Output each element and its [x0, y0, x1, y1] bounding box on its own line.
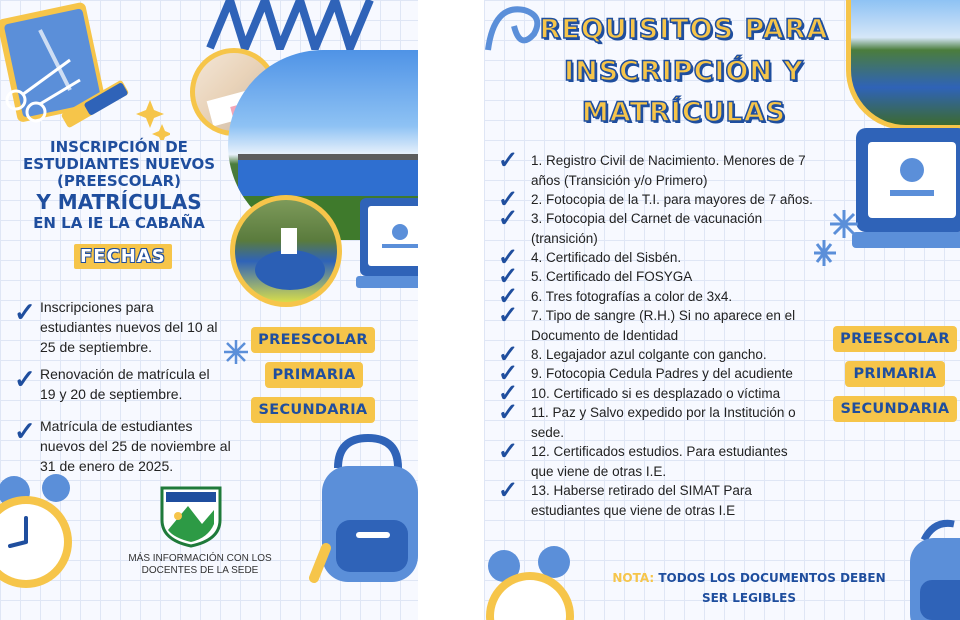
title-line-1: INSCRIPCIÓN DE — [50, 138, 188, 156]
requirement-item — [498, 477, 838, 520]
zigzag-decoration — [200, 0, 418, 50]
requirements-title-line-3: MATRÍCULAS — [581, 97, 787, 128]
title-line-5: EN LA IE LA CABAÑA — [33, 214, 205, 232]
requirement-text-line: 11. Paz y Salvo expedido por la Institución o — [531, 405, 796, 420]
date-text-line: 19 y 20 de septiembre. — [40, 386, 183, 402]
flyer-inscripcion — [0, 0, 418, 620]
check-icon: ✓ — [498, 477, 519, 504]
requirement-item — [498, 380, 838, 407]
requirement-item — [498, 283, 838, 310]
more-info-line: DOCENTES DE LA SEDE — [141, 565, 259, 576]
date-text-line: Inscripciones para — [40, 299, 154, 315]
more-info-text — [116, 553, 284, 577]
date-item — [14, 364, 254, 404]
more-info-line: MÁS INFORMACIÓN CON LOS — [128, 553, 272, 564]
nota-text — [604, 568, 894, 608]
laptop-icon — [852, 120, 960, 260]
check-icon: ✓ — [498, 302, 519, 329]
date-item — [14, 297, 254, 357]
date-text-line: nuevos del 25 de noviembre al — [40, 438, 231, 454]
requirement-text-line: 4. Certificado del Sisbén. — [531, 250, 682, 265]
check-icon: ✓ — [498, 399, 519, 426]
check-icon: ✓ — [14, 297, 36, 327]
requirement-item — [498, 360, 838, 387]
check-icon: ✓ — [14, 364, 36, 394]
laptop-icon — [356, 190, 418, 300]
requirement-text-line: 8. Legajador azul colgante con gancho. — [531, 347, 767, 362]
backpack-icon — [904, 516, 960, 620]
date-text-line: 31 de enero de 2025. — [40, 458, 174, 474]
check-icon: ✓ — [498, 263, 519, 290]
requirement-text-line: 7. Tipo de sangre (R.H.) Si no aparece en el — [531, 308, 796, 323]
requirement-text-line: 1. Registro Civil de Nacimiento. Menores de 7 — [531, 153, 806, 168]
requirement-text-line: 10. Certificado si es desplazado o víctima — [531, 386, 781, 401]
requirement-text-line: 9. Fotocopia Cedula Padres y del acudiente — [531, 366, 793, 381]
alarm-clock-icon — [0, 470, 80, 620]
requirement-item — [498, 186, 838, 213]
date-item — [14, 416, 254, 476]
check-icon: ✓ — [498, 244, 519, 271]
level-primaria: PRIMARIA — [845, 361, 945, 387]
level-preescolar: PREESCOLAR — [833, 326, 957, 352]
title-line-4: Y MATRÍCULAS — [36, 190, 202, 214]
requirement-text-line: 6. Tres fotografías a color de 3x4. — [531, 289, 733, 304]
nota-line: TODOS LOS DOCUMENTOS DEBEN — [654, 571, 886, 585]
requirement-text-line: estudiantes que viene de otras I.E — [531, 502, 736, 518]
requirement-text-line: 2. Fotocopia de la T.I. para mayores de 7 años. — [531, 192, 813, 207]
title-line-3: (PREESCOLAR) — [56, 172, 182, 190]
requirement-item — [498, 263, 838, 290]
requirement-item — [498, 341, 838, 368]
requirement-item — [498, 438, 838, 481]
sparkle-icon — [224, 340, 248, 364]
requirement-item — [498, 147, 838, 190]
date-text-line: estudiantes nuevos del 10 al — [40, 319, 218, 335]
check-icon: ✓ — [498, 380, 519, 407]
check-icon: ✓ — [498, 186, 519, 213]
level-primaria: PRIMARIA — [265, 362, 363, 388]
date-text-line: 25 de septiembre. — [40, 339, 153, 355]
requirement-text-line: Documento de Identidad — [531, 327, 679, 343]
requirement-text-line: (transición) — [531, 230, 598, 246]
level-secundaria: SECUNDARIA — [251, 397, 375, 423]
requirement-text-line: 12. Certificados estudios. Para estudiantes — [531, 444, 788, 459]
requirement-text-line: 13. Haberse retirado del SIMAT Para — [531, 483, 752, 498]
requirement-text-line: 3. Fotocopia del Carnet de vacunación — [531, 211, 763, 226]
requirement-item — [498, 399, 838, 442]
date-text-line: Matrícula de estudiantes — [40, 418, 193, 434]
level-secundaria: SECUNDARIA — [833, 396, 957, 422]
school-crest-logo — [158, 484, 224, 548]
nota-label: NOTA: — [612, 571, 655, 585]
sparkle-icon — [136, 100, 170, 140]
requirement-item — [498, 205, 838, 248]
check-icon: ✓ — [14, 416, 36, 446]
check-icon: ✓ — [498, 205, 519, 232]
requirements-title-line-2: INSCRIPCIÓN Y — [564, 56, 804, 87]
alarm-clock-icon — [484, 540, 594, 620]
requirement-text-line: 5. Certificado del FOSYGA — [531, 269, 693, 284]
check-icon: ✓ — [498, 360, 519, 387]
requirement-item — [498, 244, 838, 271]
check-icon: ✓ — [498, 147, 519, 174]
title-line-2: ESTUDIANTES NUEVOS — [22, 155, 216, 173]
requirement-text-line: sede. — [531, 424, 565, 440]
backpack-icon — [308, 428, 418, 588]
requirement-item — [498, 302, 838, 345]
check-icon: ✓ — [498, 283, 519, 310]
flyer-requisitos — [484, 0, 960, 620]
requirements-title-line-1: REQUISITOS PARA — [539, 14, 829, 45]
nota-line: SER LEGIBLES — [701, 591, 797, 605]
level-preescolar: PREESCOLAR — [251, 327, 375, 353]
check-icon: ✓ — [498, 438, 519, 465]
requirement-text-line: que viene de otras I.E. — [531, 463, 667, 479]
date-text-line: Renovación de matrícula el — [40, 366, 210, 382]
fechas-label: FECHAS — [74, 244, 172, 269]
check-icon: ✓ — [498, 341, 519, 368]
requirement-text-line: años (Transición y/o Primero) — [531, 172, 708, 188]
photo-dancers — [230, 195, 342, 307]
school-supplies-decoration — [0, 0, 170, 140]
photo-school-building — [846, 0, 960, 130]
